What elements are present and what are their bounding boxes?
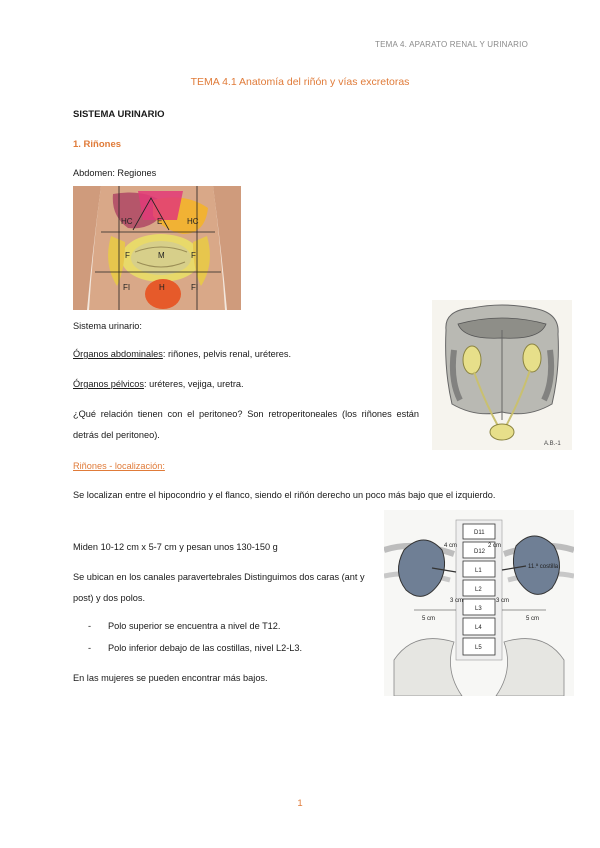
kidneys-heading: 1. Riñones bbox=[73, 139, 122, 150]
bullet-item: - Polo superior se encuentra a nivel de T12. bbox=[88, 621, 281, 631]
channels-paragraph: Se ubican en los canales paravertebrales Distinguimos dos caras (ant y post) y dos polos. bbox=[73, 572, 365, 603]
region-f-left-label: F bbox=[125, 251, 130, 260]
urinary-tract-figure bbox=[432, 300, 572, 450]
region-f-right-label: F bbox=[191, 251, 196, 260]
abdominal-organs-term: Órganos abdominales bbox=[73, 349, 163, 359]
vertebra-l4-label: L4 bbox=[475, 625, 482, 631]
distance-upper-right: 2 cm bbox=[488, 543, 502, 549]
vertebra-d11-label: D11 bbox=[474, 530, 485, 536]
figure-caption-label: A.B.-1 bbox=[544, 441, 561, 447]
vertebra-l5-label: L5 bbox=[475, 645, 482, 651]
abdomen-regions-figure bbox=[73, 186, 241, 310]
bullet-item: - Polo inferior debajo de las costillas, nivel L2-L3. bbox=[88, 643, 303, 653]
distance-upper-left: 4 cm bbox=[444, 543, 458, 549]
region-hc-left-label: HC bbox=[121, 217, 133, 226]
abdominal-organs-text: : riñones, pelvis renal, uréteres. bbox=[162, 349, 292, 359]
distance-lower-left: 5 cm bbox=[422, 616, 436, 622]
women-paragraph: En las mujeres se pueden encontrar más bajos. bbox=[73, 673, 268, 683]
urinary-system-label: Sistema urinario: bbox=[73, 321, 142, 331]
page-title: TEMA 4.1 Anatomía del riñón y vías excretoras bbox=[190, 76, 410, 88]
bullet-text: Polo inferior debajo de las costillas, nivel L2-L3. bbox=[108, 643, 303, 653]
bullet-text: Polo superior se encuentra a nivel de T12. bbox=[108, 621, 281, 631]
kidney-spine-figure bbox=[384, 510, 574, 696]
distance-mid-left: 3 cm bbox=[450, 598, 464, 604]
distance-mid-right: 3 cm bbox=[496, 598, 510, 604]
vertebra-l3-label: L3 bbox=[475, 606, 482, 612]
peritoneum-paragraph: ¿Qué relación tienen con el peritoneo? Son retroperitoneales (los riñones están detrás del peritoneo). bbox=[73, 409, 419, 440]
pelvic-organs-line bbox=[73, 374, 244, 395]
region-fi-left-label: FI bbox=[123, 283, 131, 292]
pelvic-organs-term: Órganos pélvicos bbox=[73, 379, 144, 389]
abdominal-organs-line bbox=[73, 344, 291, 365]
location-paragraph: Se localizan entre el hipocondrio y el flanco, siendo el riñón derecho un poco más bajo que el izquierdo. bbox=[73, 490, 496, 500]
region-hc-right-label: HC bbox=[187, 217, 199, 226]
section-heading: SISTEMA URINARIO bbox=[73, 109, 165, 120]
location-heading: Riñones - localización: bbox=[73, 461, 165, 471]
page-number: 1 bbox=[297, 798, 303, 809]
region-h-label: H bbox=[159, 283, 165, 292]
vertebra-d12-label: D12 bbox=[474, 549, 486, 555]
region-fi-right-label: FI bbox=[191, 283, 199, 292]
running-header: TEMA 4. APARATO RENAL Y URINARIO bbox=[375, 40, 528, 49]
abdomen-label: Abdomen: Regiones bbox=[73, 168, 157, 178]
vertebra-l2-label: L2 bbox=[475, 587, 482, 593]
region-e-label: E bbox=[157, 217, 163, 226]
region-m-label: M bbox=[158, 251, 165, 260]
vertebra-l1-label: L1 bbox=[475, 568, 482, 574]
size-paragraph: Miden 10-12 cm x 5-7 cm y pesan unos 130-150 g bbox=[73, 542, 278, 552]
pelvic-organs-text: : uréteres, vejiga, uretra. bbox=[143, 379, 244, 389]
distance-lower-right: 5 cm bbox=[526, 616, 540, 622]
rib-label: 11.ª costilla bbox=[528, 564, 559, 570]
